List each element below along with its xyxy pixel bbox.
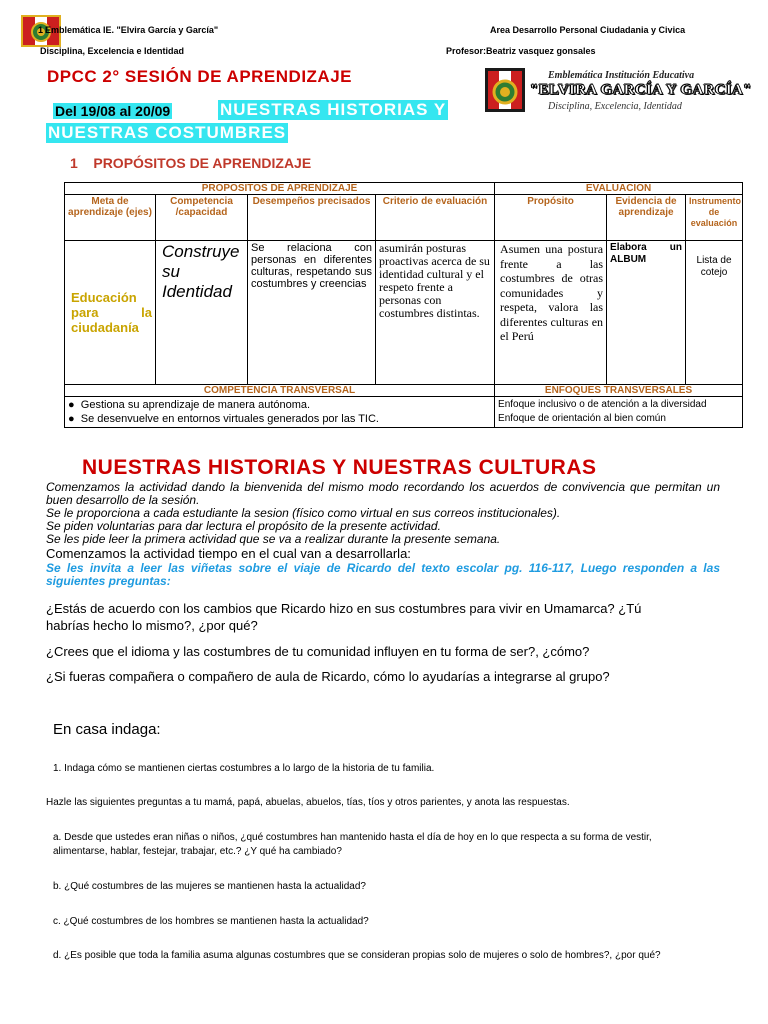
- enfoque-item: Enfoque de orientación al bien común: [498, 413, 666, 424]
- intro-line: Comenzamos la actividad dando la bienvenida del mismo modo recordando los acuerdos de convivencia que permitan un buen desarrollo de la sesión.: [46, 480, 720, 507]
- header-school-name: Emblemática IE. "Elvira García y García": [45, 25, 219, 35]
- col-header-evidencia: Evidencia de aprendizaje: [607, 195, 686, 241]
- transversal-item: ● Gestiona su aprendizaje de manera autónoma.: [68, 399, 311, 411]
- question-item: ¿Si fueras compañera o compañero de aula de Ricardo, cómo lo ayudarías a integrarse al grupo?: [46, 669, 610, 684]
- session-dates: Del 19/08 al 20/09: [55, 103, 171, 119]
- cell-instrumento: Lista de cotejo: [686, 241, 743, 385]
- cell-desempenos: Se relaciona con personas en diferentes culturas, respetando sus costumbres y creencias: [248, 241, 376, 385]
- col-header-meta: Meta de aprendizaje (ejes): [65, 195, 156, 241]
- cell-meta: Educación para la ciudadanía: [65, 241, 156, 385]
- school-logo-icon: [485, 68, 525, 112]
- transversal-item: ● Se desenvuelve en entornos virtuales generados por las TIC.: [68, 413, 379, 425]
- intro-line: Se les pide leer la primera actividad que se va a realizar durante la presente semana.: [46, 532, 501, 546]
- purposes-table: [64, 182, 743, 428]
- col-header-criterio: Criterio de evaluación: [376, 195, 495, 241]
- header-area: Area Desarrollo Personal Ciudadania y Civica: [490, 25, 686, 35]
- session-topic-line1: NUESTRAS HISTORIAS Y: [220, 100, 447, 119]
- session-topic-line2: NUESTRAS COSTUMBRES: [48, 123, 287, 142]
- home-item: 1. Indaga cómo se mantienen ciertas costumbres a lo largo de la historia de tu familia.: [53, 763, 435, 774]
- enfoque-item: Enfoque inclusivo o de atención a la diversidad: [498, 399, 707, 410]
- cell-criterio: asumirán posturas proactivas acerca de su identidad cultural y el respeto frente a personas con costumbres distintas.: [376, 241, 495, 385]
- session-title: DPCC 2° SESIÓN DE APRENDIZAJE: [47, 67, 353, 86]
- cell-evidencia: Elabora un ALBUM: [607, 241, 686, 385]
- intro-block: [46, 481, 720, 546]
- col-header-proposito: Propósito: [495, 195, 607, 241]
- start-line: Comenzamos la actividad tiempo en el cual van a desarrollarla:: [46, 546, 411, 561]
- section-number: 1: [70, 155, 78, 171]
- group-header-evaluation: EVALUACION: [495, 183, 743, 195]
- logo-name: "ELVIRA GARCÍA Y GARCÍA": [530, 82, 752, 98]
- section-title: PROPÓSITOS DE APRENDIZAJE: [93, 155, 312, 171]
- cell-competencia: Construye su Identidad: [156, 241, 248, 385]
- home-title: En casa indaga:: [53, 721, 161, 738]
- home-item: d. ¿Es posible que toda la familia asuma algunas costumbres que se consideran propias solo de mujeres o solo de hombres?, ¿por qué?: [53, 950, 661, 961]
- home-item: a. Desde que ustedes eran niñas o niños, ¿qué costumbres han mantenido hasta el día de hoy en lo que respecta a su forma de vestir, alimentarse, hablar, festejar, trabajar, etc.? ¿Y qué ha cambiado?: [53, 832, 652, 857]
- header-teacher: Profesor:Beatriz vasquez gonsales: [446, 46, 596, 56]
- home-item: c. ¿Qué costumbres de los hombres se mantienen hasta la actualidad?: [53, 916, 369, 927]
- activity-heading: NUESTRAS HISTORIAS Y NUESTRAS CULTURAS: [82, 456, 597, 479]
- home-item: b. ¿Qué costumbres de las mujeres se mantienen hasta la actualidad?: [53, 881, 366, 892]
- col-header-desempenos: Desempeños precisados: [248, 195, 376, 241]
- cell-transversal-list: [65, 397, 495, 428]
- col-header-instrumento: Instrumento de evaluación: [686, 195, 743, 241]
- header-motto: Disciplina, Excelencia e Identidad: [40, 46, 185, 56]
- intro-line: Se le proporciona a cada estudiante la sesion (físico como virtual en sus correos institucionales).: [46, 506, 561, 520]
- question-item: ¿Estás de acuerdo con los cambios que Ricardo hizo en sus costumbres para vivir en Umamarca? ¿Tú habrías hecho lo mismo?, ¿por qué?: [46, 601, 642, 633]
- cell-proposito: Asumen una postura frente a las costumbres de otras comunidades y respeta, valora las diferentes culturas en el Perú: [495, 241, 607, 385]
- home-item: Hazle las siguientes preguntas a tu mamá, papá, abuelas, abuelos, tías, tíos y otros parientes, y anota las respuestas.: [46, 797, 570, 808]
- logo-motto: Disciplina, Excelencia, Identidad: [548, 101, 682, 112]
- cell-enfoques-list: [495, 397, 743, 428]
- col-header-competencia: Competencia /capacidad: [156, 195, 248, 241]
- header-transversal: COMPETENCIA TRANSVERSAL: [65, 385, 495, 397]
- reading-instruction: Se les invita a leer las viñetas sobre el viaje de Ricardo del texto escolar pg. 116-117, Luego responden a las siguientes preguntas:: [46, 561, 720, 588]
- group-header-purposes: PROPOSITOS DE APRENDIZAJE: [65, 183, 495, 195]
- question-item: ¿Crees que el idioma y las costumbres de tu comunidad influyen en tu forma de ser?, ¿cómo?: [46, 644, 590, 659]
- section-heading: [70, 155, 311, 171]
- header-school-mark: 1: [38, 25, 44, 35]
- header-enfoques: ENFOQUES TRANSVERSALES: [495, 385, 743, 397]
- logo-subtitle: Emblemática Institución Educativa: [548, 70, 695, 81]
- intro-line: Se piden voluntarias para dar lectura el propósito de la presente actividad.: [46, 519, 441, 533]
